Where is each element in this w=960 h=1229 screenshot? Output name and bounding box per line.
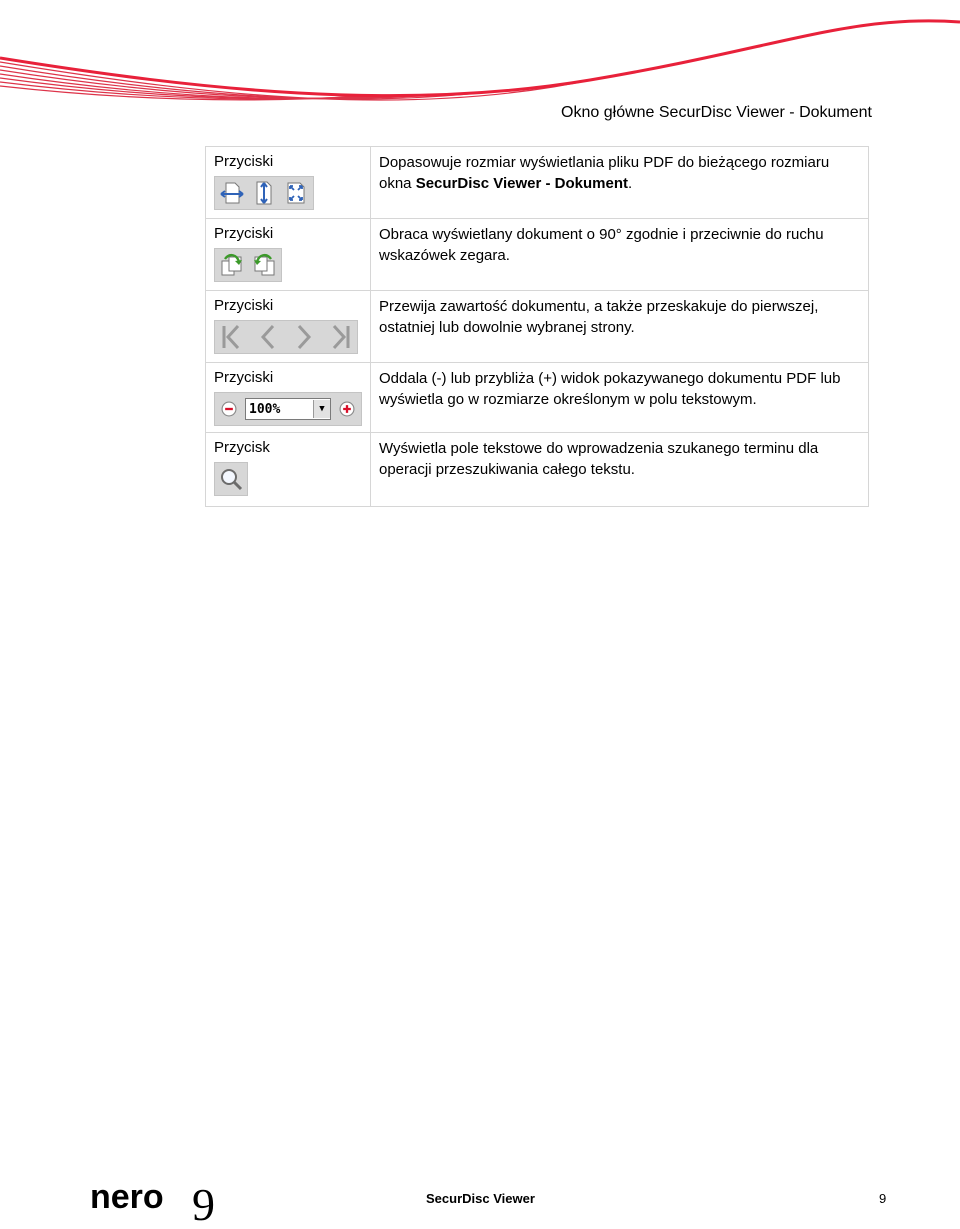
button-cell xyxy=(206,219,371,291)
first-page-icon[interactable] xyxy=(219,324,245,350)
row-label: Przyciski xyxy=(214,153,274,170)
row-label: Przyciski xyxy=(214,297,274,314)
row-description: Dopasowuje rozmiar wyświetlania pliku PDF do bieżącego rozmiaru okna xyxy=(379,154,830,192)
table-row xyxy=(206,363,869,433)
button-cell xyxy=(206,363,371,433)
next-page-icon[interactable] xyxy=(291,324,317,350)
description-cell xyxy=(371,433,869,507)
search-icon[interactable] xyxy=(218,466,244,492)
table-row xyxy=(206,291,869,363)
row-label: Przyciski xyxy=(214,369,274,386)
rotate-buttons-strip xyxy=(214,248,282,282)
footer-product-name: SecurDisc Viewer xyxy=(426,1191,535,1206)
rotate-counterclockwise-icon[interactable] xyxy=(251,252,277,278)
table-row xyxy=(206,219,869,291)
fit-height-icon[interactable] xyxy=(251,180,277,206)
navigation-buttons-strip xyxy=(214,320,358,354)
feature-table xyxy=(205,146,869,507)
button-cell xyxy=(206,433,371,507)
table-row xyxy=(206,433,869,507)
description-cell xyxy=(371,219,869,291)
row-description-end: . xyxy=(628,175,633,192)
row-label: Przyciski xyxy=(214,225,274,242)
nero-logo-mark xyxy=(90,1178,230,1224)
zoom-out-icon[interactable] xyxy=(219,399,239,419)
button-cell xyxy=(206,147,371,219)
button-cell xyxy=(206,291,371,363)
row-description: Oddala (-) lub przybliża (+) widok pokazywanego dokumentu PDF lub wyświetla go w rozmiarze określonym w polu tekstowym. xyxy=(379,370,841,408)
rotate-clockwise-icon[interactable] xyxy=(219,252,245,278)
row-description: Przewija zawartość dokumentu, a także przeskakuje do pierwszej, ostatniej lub dowolnie wybranej strony. xyxy=(379,298,819,336)
zoom-controls-strip xyxy=(214,392,362,426)
chevron-down-icon[interactable]: ▼ xyxy=(313,400,330,418)
last-page-icon[interactable] xyxy=(327,324,353,350)
logo-text: nero xyxy=(90,1178,164,1216)
row-description: Wyświetla pole tekstowe do wprowadzenia szukanego terminu dla operacji przeszukiwania całego tekstu. xyxy=(379,440,819,478)
table-row xyxy=(206,147,869,219)
zoom-in-icon[interactable] xyxy=(337,399,357,419)
fit-page-icon[interactable] xyxy=(283,180,309,206)
fit-buttons-strip xyxy=(214,176,314,210)
zoom-level-select[interactable] xyxy=(245,398,331,420)
description-cell xyxy=(371,291,869,363)
description-cell xyxy=(371,363,869,433)
search-button-strip xyxy=(214,462,248,496)
logo-version: 9 xyxy=(192,1179,215,1224)
nero-logo xyxy=(90,1178,230,1229)
page-title: Okno główne SecurDisc Viewer - Dokument xyxy=(561,104,872,121)
zoom-level-value: 100% xyxy=(249,401,281,417)
row-description: Obraca wyświetlany dokument o 90° zgodnie i przeciwnie do ruchu wskazówek zegara. xyxy=(379,226,824,264)
page-number: 9 xyxy=(879,1191,887,1206)
row-label: Przycisk xyxy=(214,439,270,456)
description-cell xyxy=(371,147,869,219)
previous-page-icon[interactable] xyxy=(255,324,281,350)
fit-width-icon[interactable] xyxy=(219,180,245,206)
window-name: SecurDisc Viewer - Dokument xyxy=(415,175,629,192)
